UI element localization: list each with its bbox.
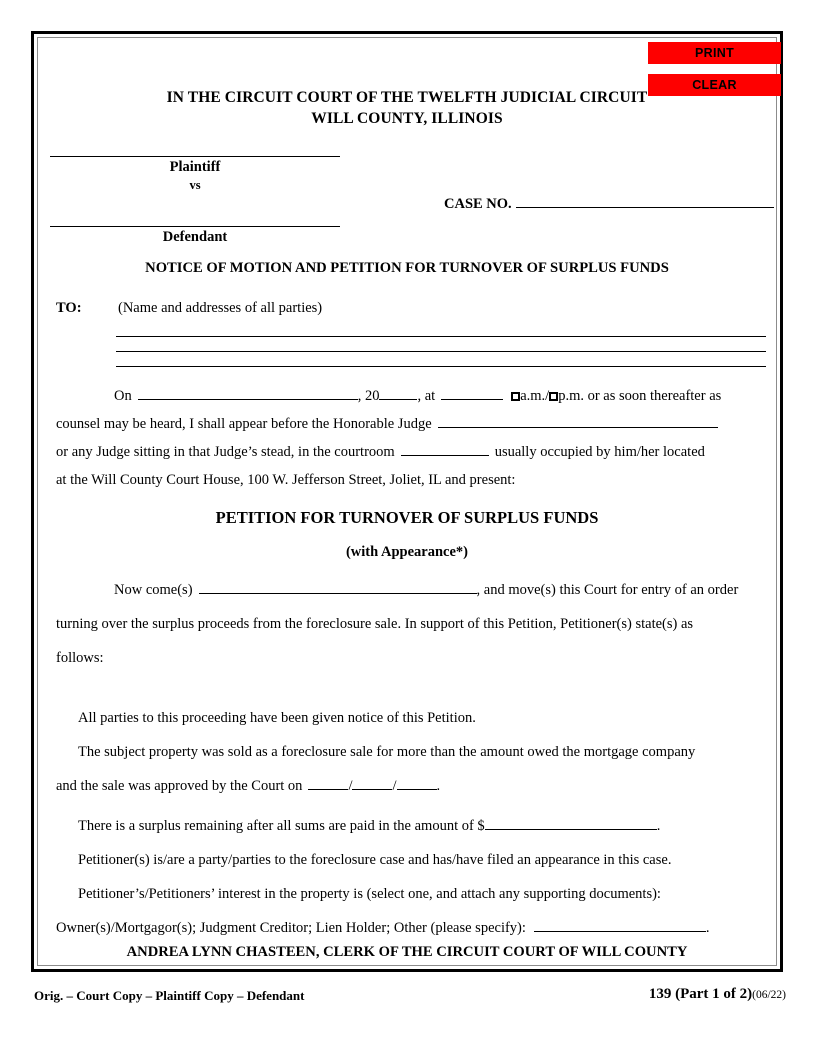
to-label: TO: <box>56 300 82 316</box>
counsel-judge-line <box>56 410 776 438</box>
footer-revision-date: (06/22) <box>752 989 786 1001</box>
courtroom-tail-text: usually occupied by him/her located <box>494 444 705 460</box>
am-checkbox[interactable] <box>511 392 520 401</box>
footer-form-info <box>649 986 786 1003</box>
courtroom-line <box>56 438 776 466</box>
case-number-input[interactable] <box>516 194 774 208</box>
other-specify-input[interactable] <box>534 918 706 932</box>
statement-foreclosure-sale: The subject property was sold as a foreclosure sale for more than the amount owed the mortgage company <box>78 744 696 760</box>
now-comes-tail: , and move(s) this Court for entry of an order <box>476 582 739 598</box>
footer-distribution: Orig. – Court Copy – Plaintiff Copy – Defendant <box>34 988 305 1003</box>
sale-day-input[interactable] <box>352 776 392 790</box>
case-number-row <box>444 194 774 213</box>
at-label: , at <box>417 388 436 404</box>
petition-title: PETITION FOR TURNOVER OF SURPLUS FUNDS <box>215 508 599 527</box>
court-heading <box>34 87 780 129</box>
clear-button[interactable]: CLEAR <box>648 74 781 96</box>
judge-stead-text: or any Judge sitting in that Judge’s stead, in the courtroom <box>56 444 395 460</box>
plaintiff-label: Plaintiff <box>169 159 221 175</box>
document-content <box>34 34 780 969</box>
judge-name-input[interactable] <box>438 414 718 428</box>
document-border-frame <box>31 31 783 972</box>
court-heading-line-2: WILL COUNTY, ILLINOIS <box>311 110 503 127</box>
sale-approved-prefix: and the sale was approved by the Court on <box>56 778 303 794</box>
pm-checkbox[interactable] <box>549 392 558 401</box>
am-label: a.m./ <box>520 388 550 404</box>
date-separator-1: / <box>348 778 353 794</box>
case-number-label: CASE NO. <box>444 196 512 212</box>
statement-interest-select: Petitioner’s/Petitioners’ interest in the property is (select one, and attach any supporting documents): <box>78 886 661 902</box>
interest-options-period: . <box>705 920 710 936</box>
statement-sale-approved-date <box>56 772 776 800</box>
footer-form-number: 139 (Part 1 of 2) <box>648 986 753 1002</box>
surplus-amount-input[interactable] <box>485 816 657 830</box>
hearing-year-input[interactable] <box>379 386 417 400</box>
counsel-text: counsel may be heard, I shall appear before the Honorable Judge <box>56 416 432 432</box>
statement-surplus-amount <box>78 812 778 840</box>
to-row <box>56 300 776 317</box>
to-hint-text: (Name and addresses of all parties) <box>118 300 323 316</box>
surplus-amount-prefix: There is a surplus remaining after all sums are paid in the amount of $ <box>78 818 485 834</box>
now-comes-line <box>56 576 776 604</box>
interest-options-text: Owner(s)/Mortgagor(s); Judgment Creditor; Lien Holder; Other (please specify): <box>56 920 526 936</box>
petitioner-name-input[interactable] <box>199 580 477 594</box>
defendant-label: Defendant <box>162 229 228 245</box>
court-heading-line-1: IN THE CIRCUIT COURT OF THE TWELFTH JUDICIAL CIRCUIT <box>166 89 648 106</box>
pm-label: p.m. or as soon thereafter as <box>558 388 722 404</box>
courtroom-input[interactable] <box>401 442 489 456</box>
hearing-time-input[interactable] <box>441 386 503 400</box>
sale-month-input[interactable] <box>308 776 348 790</box>
date-separator-2: / <box>392 778 397 794</box>
defendant-name-rule[interactable] <box>50 226 340 227</box>
to-address-line-1[interactable] <box>116 336 766 337</box>
print-button[interactable]: PRINT <box>648 42 781 64</box>
follows-line: follows: <box>56 650 104 666</box>
statement-notice-given: All parties to this proceeding have been given notice of this Petition. <box>78 710 476 726</box>
year-prefix-label: , 20 <box>357 388 380 404</box>
sale-date-period: . <box>436 778 441 794</box>
to-address-line-2[interactable] <box>116 351 766 352</box>
petition-subtitle: (with Appearance*) <box>345 544 469 560</box>
now-comes-prefix: Now come(s) <box>114 582 193 598</box>
to-address-line-3[interactable] <box>116 366 766 367</box>
clerk-signature-line: ANDREA LYNN CHASTEEN, CLERK OF THE CIRCUIT COURT OF WILL COUNTY <box>126 944 688 960</box>
on-prefix-label: On <box>114 388 132 404</box>
surplus-amount-period: . <box>656 818 661 834</box>
hearing-date-input[interactable] <box>138 386 358 400</box>
statement-interest-options <box>56 914 776 942</box>
turning-over-line: turning over the surplus proceeds from the foreclosure sale. In support of this Petition, Petitioner(s) state(s) as <box>56 616 694 632</box>
versus-label: vs <box>189 178 201 192</box>
statement-party-appearance: Petitioner(s) is/are a party/parties to the foreclosure case and has/have filed an appearance in this case. <box>78 852 672 868</box>
sale-year-input[interactable] <box>397 776 437 790</box>
courthouse-address-line: at the Will County Court House, 100 W. Jefferson Street, Joliet, IL and present: <box>56 472 516 488</box>
hearing-date-line <box>56 382 776 410</box>
notice-title: NOTICE OF MOTION AND PETITION FOR TURNOVER OF SURPLUS FUNDS <box>145 260 669 276</box>
plaintiff-name-rule[interactable] <box>50 156 340 157</box>
